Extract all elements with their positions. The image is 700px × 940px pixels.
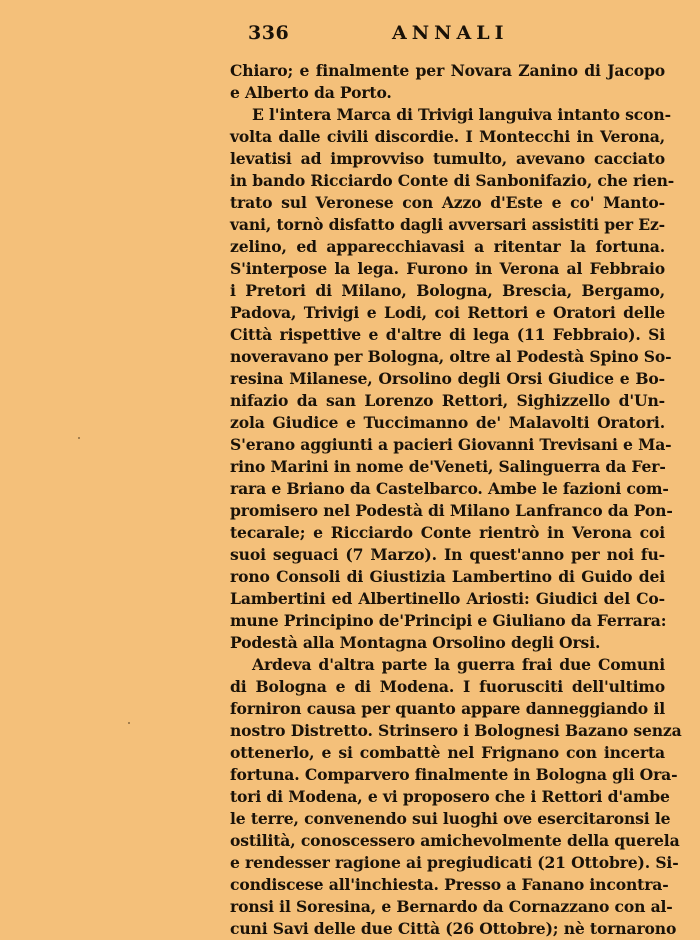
text-line: nifazio da san Lorenzo Rettori, Sighizzello d'Un-: [230, 391, 665, 410]
text-line: di Bologna e di Modena. I fuorusciti dell'ultimo: [230, 677, 665, 696]
text-line: nostro Distretto. Strinsero i Bolognesi Bazano senza: [230, 721, 682, 740]
text-line: suoi seguaci (7 Marzo). In quest'anno per noi fu-: [230, 545, 665, 564]
page-header: [230, 22, 670, 52]
text-line: tecarale; e Ricciardo Conte rientrò in Verona coi: [230, 523, 665, 542]
text-line: ottenerlo, e si combattè nel Frignano con incerta: [230, 743, 665, 762]
text-line: fortuna. Comparvero finalmente in Bologna gli Ora-: [230, 765, 678, 784]
text-line: le terre, convenendo sui luoghi ove esercitaronsi le: [230, 809, 671, 828]
paper-speck: [128, 722, 130, 724]
text-line: tori di Modena, e vi proposero che i Rettori d'ambe: [230, 787, 670, 806]
text-line: rono Consoli di Giustizia Lambertino di Guido dei: [230, 567, 665, 586]
text-line: volta dalle civili discordie. I Montecchi in Verona,: [230, 127, 665, 146]
text-line: Padova, Trivigi e Lodi, coi Rettori e Oratori delle: [230, 303, 665, 322]
text-line: vani, tornò disfatto dagli avversari assistiti per Ez-: [230, 215, 665, 234]
text-line: e Alberto da Porto.: [230, 83, 392, 102]
text-line: S'erano aggiunti a pacieri Giovanni Trevisani e Ma-: [230, 435, 672, 454]
text-line: rara e Briano da Castelbarco. Ambe le fazioni com-: [230, 479, 669, 498]
text-line: Città rispettive e d'altre di lega (11 Febbraio). Si: [230, 325, 665, 344]
text-line: zelino, ed apparecchiavasi a ritentar la fortuna.: [230, 237, 665, 256]
text-line: ostilità, conoscessero amichevolmente della querela: [230, 831, 680, 850]
text-line: promisero nel Podestà di Milano Lanfranco da Pon-: [230, 501, 673, 520]
text-line: e rendesser ragione ai pregiudicati (21 Ottobre). Si-: [230, 853, 679, 872]
text-line: rino Marini in nome de'Veneti, Salinguerra da Fer-: [230, 457, 666, 476]
text-line: Chiaro; e finalmente per Novara Zanino di Jacopo: [230, 61, 665, 80]
text-line: S'interpose la lega. Furono in Verona al Febbraio: [230, 259, 665, 278]
body-text: [230, 60, 682, 940]
text-line: Ardeva d'altra parte la guerra frai due Comuni: [252, 655, 665, 674]
text-line: condiscese all'inchiesta. Presso a Fanano incontra-: [230, 875, 669, 894]
page-number: 336: [248, 22, 290, 44]
text-line: forniron causa per quanto appare danneggiando il: [230, 699, 665, 718]
text-line: zola Giudice e Tuccimanno de' Malavolti Oratori.: [230, 413, 665, 432]
text-line: i Pretori di Milano, Bologna, Brescia, Bergamo,: [230, 281, 665, 300]
paper-speck: [78, 437, 80, 439]
text-line: trato sul Veronese con Azzo d'Este e co' Manto-: [230, 193, 665, 212]
text-line: ronsi il Soresina, e Bernardo da Cornazzano con al-: [230, 897, 673, 916]
text-line: levatisi ad improvviso tumulto, avevano cacciato: [230, 149, 665, 168]
text-line: E l'intera Marca di Trivigi languiva intanto scon-: [252, 105, 671, 124]
text-line: cuni Savi delle due Città (26 Ottobre); nè tornarono: [230, 919, 677, 938]
text-line: Lambertini ed Albertinello Ariosti: Giudici del Co-: [230, 589, 665, 608]
text-line: in bando Ricciardo Conte di Sanbonifazio, che rien-: [230, 171, 675, 190]
running-title: ANNALI: [392, 22, 509, 44]
text-line: mune Principino de'Principi e Giuliano da Ferrara:: [230, 611, 667, 630]
text-line: Podestà alla Montagna Orsolino degli Orsi.: [230, 633, 601, 652]
text-line: noveravano per Bologna, oltre al Podestà Spino So-: [230, 347, 672, 366]
text-line: resina Milanese, Orsolino degli Orsi Giudice e Bo-: [230, 369, 665, 388]
